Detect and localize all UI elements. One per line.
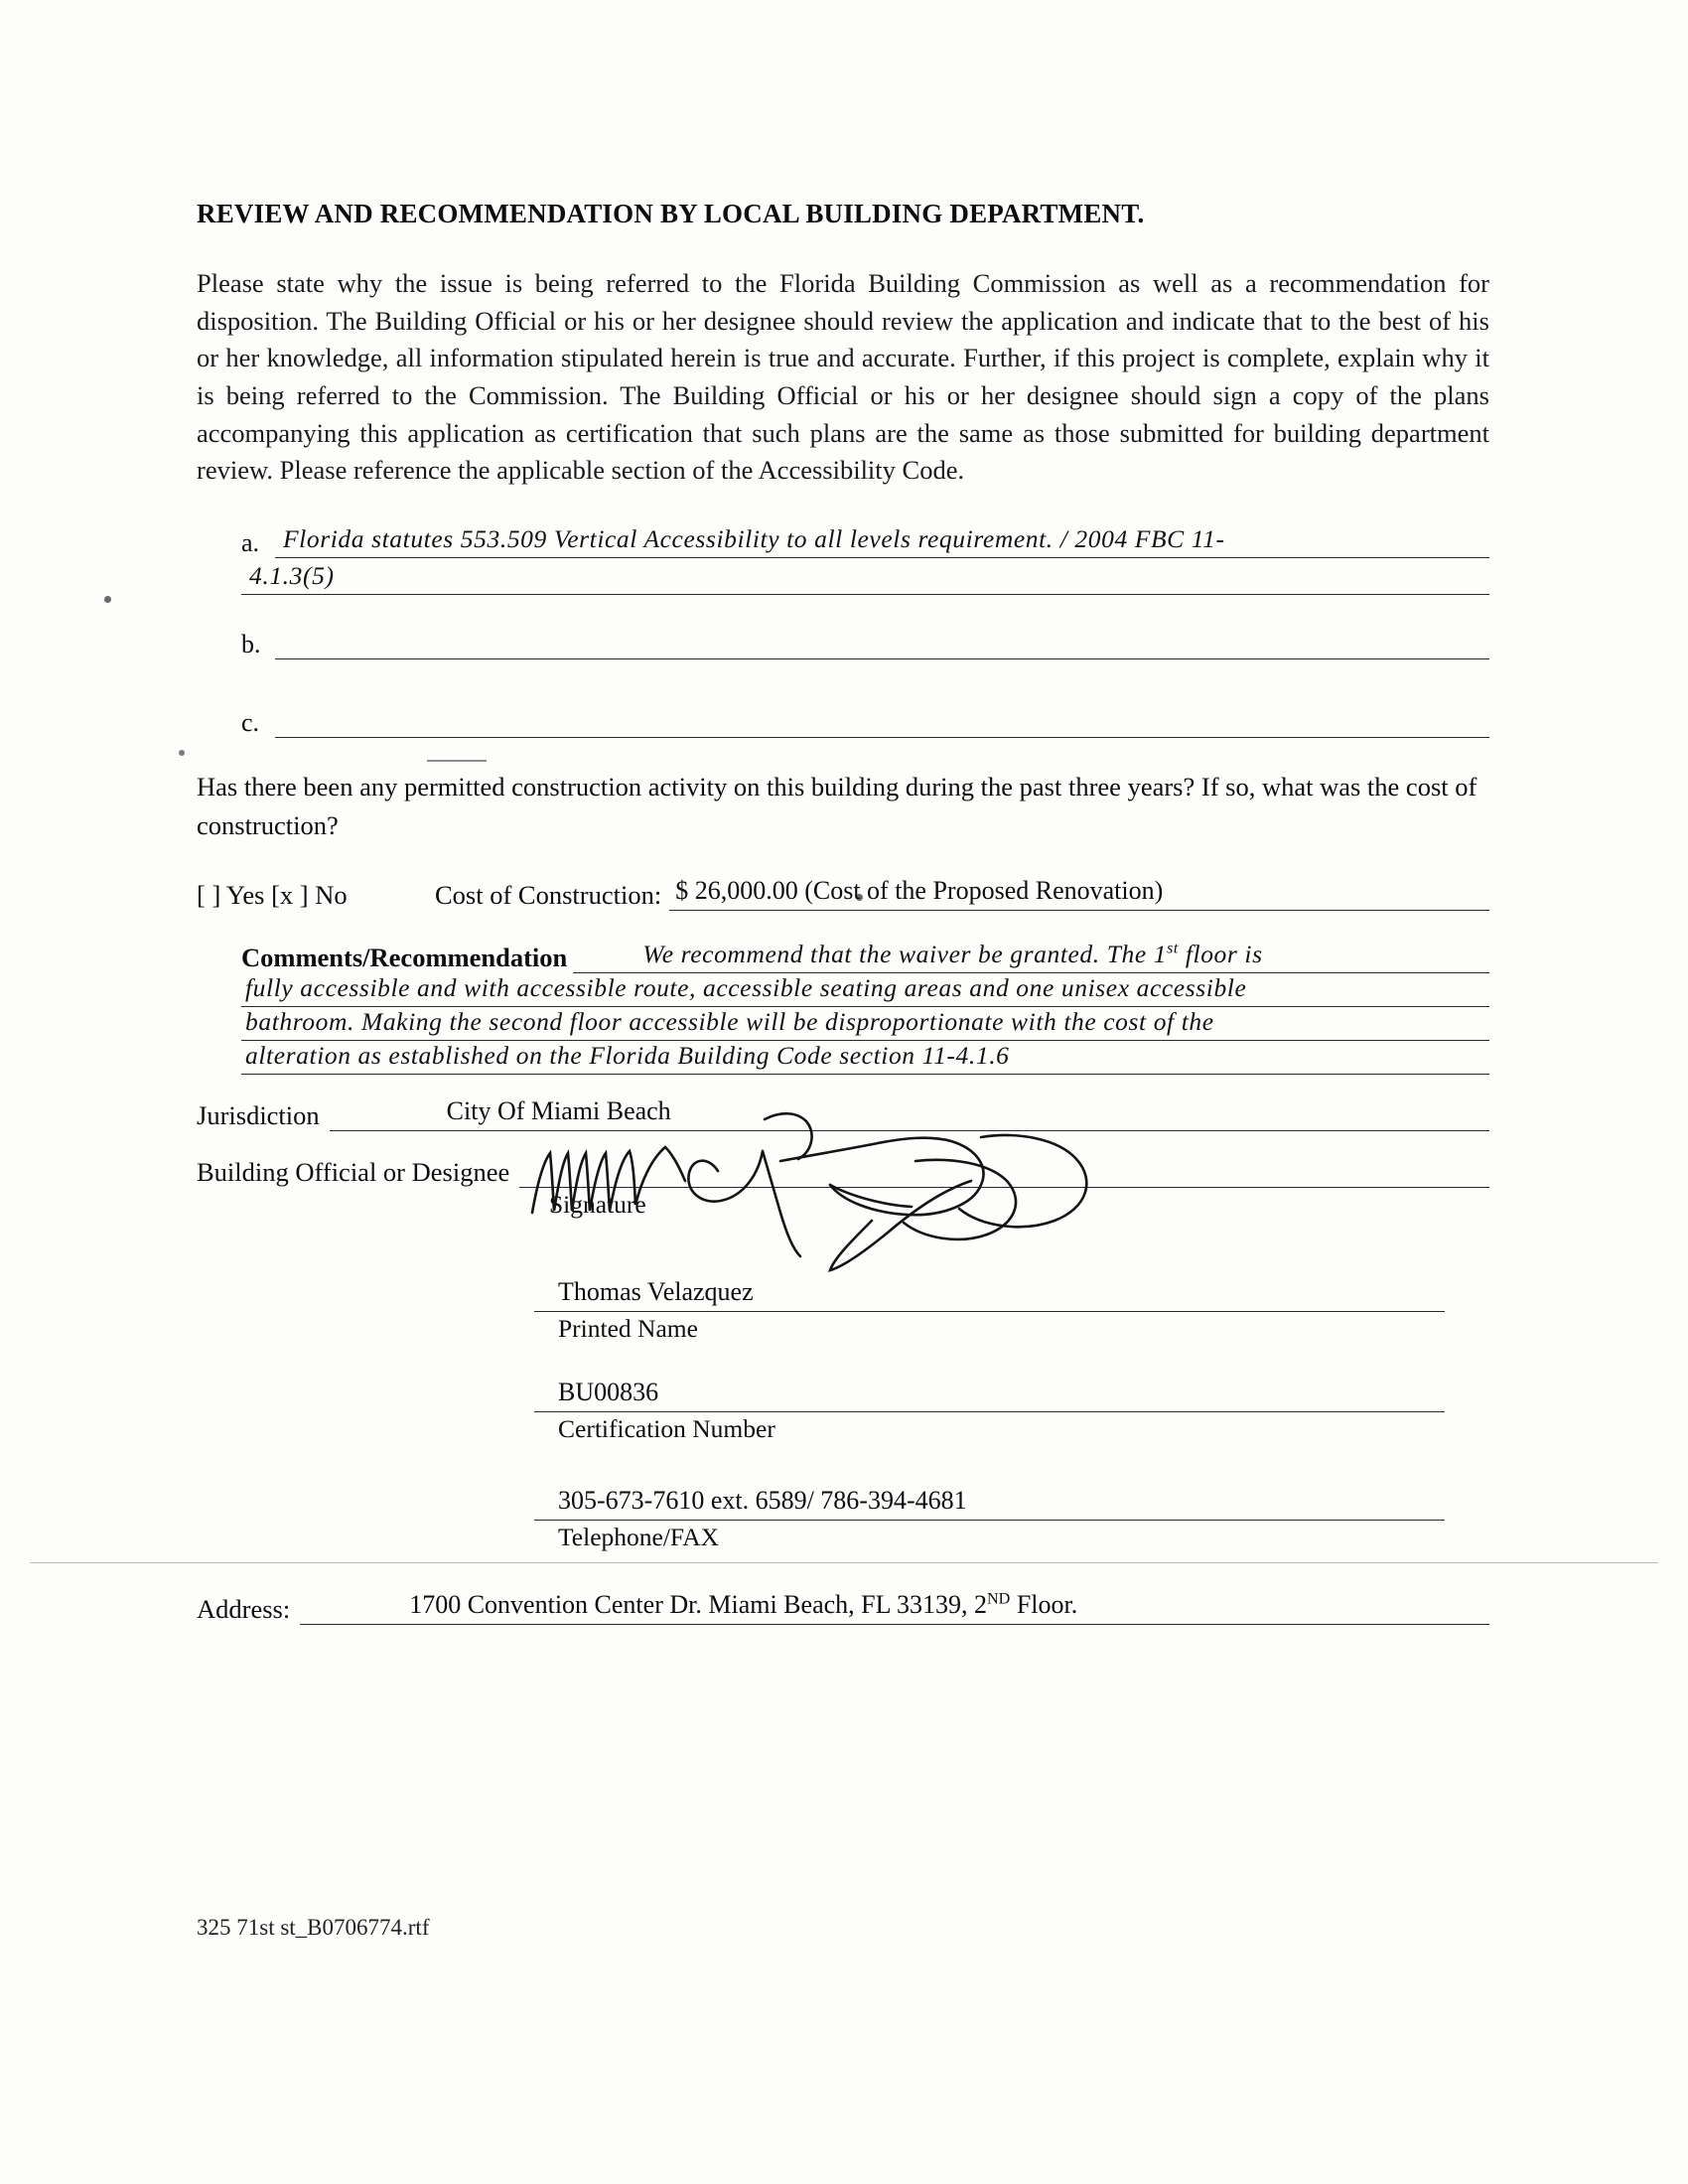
reason-item-b xyxy=(241,629,1489,659)
comments-label: Comments/Recommendation xyxy=(241,943,568,973)
construction-question: Has there been any permitted construction activity on this building during the past three years? If so, what was the cost of construction? xyxy=(197,772,1477,840)
signature-caption: Signature xyxy=(549,1190,646,1220)
telephone-field[interactable] xyxy=(534,1486,1445,1521)
printed-name-value: Thomas Velazquez xyxy=(558,1277,754,1307)
certification-caption: Certification Number xyxy=(558,1414,775,1444)
yes-no-row xyxy=(197,878,1489,911)
comments-line-2[interactable] xyxy=(241,973,1489,1007)
comments-line-3[interactable] xyxy=(241,1007,1489,1041)
page-title: REVIEW AND RECOMMENDATION BY LOCAL BUILDING DEPARTMENT. xyxy=(197,199,1145,228)
reason-line-a2[interactable] xyxy=(241,560,1489,595)
reason-line-c[interactable] xyxy=(275,707,1489,738)
address-value: 1700 Convention Center Dr. Miami Beach, FL 33139, 2ND Floor. xyxy=(409,1590,1078,1620)
scan-artifact-dot xyxy=(179,750,185,756)
comments-text-4: alteration as established on the Florida Building Code section 11-4.1.6 xyxy=(245,1041,1010,1071)
jurisdiction-field[interactable] xyxy=(330,1096,1489,1131)
signature-area xyxy=(197,1153,1489,1220)
reason-letter-a: a. xyxy=(241,527,260,557)
signature-field[interactable] xyxy=(519,1153,1489,1188)
comments-text-3: bathroom. Making the second floor accessible will be disproportionate with the cost of the xyxy=(245,1007,1214,1037)
reason-item-c xyxy=(241,707,1489,738)
cost-of-construction-field[interactable] xyxy=(669,878,1489,911)
reason-item-a xyxy=(241,523,1489,558)
telephone-block xyxy=(534,1486,1445,1552)
cost-of-construction-label: Cost of Construction: xyxy=(435,880,662,911)
comments-line-4[interactable] xyxy=(241,1041,1489,1075)
comments-text-1: We recommend that the waiver be granted. The 1st floor is xyxy=(642,940,1263,969)
jurisdiction-row xyxy=(197,1096,1489,1131)
cost-of-construction-value: $ 26,000.00 (Cost of the Proposed Renovation) xyxy=(675,876,1164,906)
comments-section xyxy=(241,941,1489,1075)
reason-letter-c: c. xyxy=(241,708,260,738)
reason-letter-b: b. xyxy=(241,629,261,658)
address-row xyxy=(197,1590,1489,1625)
reason-text-a1: Florida statutes 553.509 Vertical Accessibility to all levels requirement. / 2004 FBC 11- xyxy=(283,523,1225,553)
building-official-label: Building Official or Designee xyxy=(197,1157,510,1188)
jurisdiction-label: Jurisdiction xyxy=(197,1100,320,1131)
address-label: Address: xyxy=(197,1594,291,1625)
reason-text-a2: 4.1.3(5) xyxy=(249,560,335,590)
file-name-footer: 325 71st st_B0706774.rtf xyxy=(197,1915,430,1940)
reason-line-b[interactable] xyxy=(275,629,1489,659)
printed-name-caption: Printed Name xyxy=(558,1314,698,1344)
comments-line-1[interactable] xyxy=(573,941,1489,973)
certification-field[interactable] xyxy=(534,1378,1445,1412)
printed-name-field[interactable] xyxy=(534,1277,1445,1312)
certification-block xyxy=(534,1378,1445,1444)
telephone-caption: Telephone/FAX xyxy=(558,1523,720,1552)
printed-name-block xyxy=(534,1277,1445,1344)
certification-value: BU00836 xyxy=(558,1378,659,1407)
scan-artifact-dot xyxy=(104,596,111,603)
document-content xyxy=(197,199,1489,1625)
telephone-value: 305-673-7610 ext. 6589/ 786-394-4681 xyxy=(558,1486,967,1516)
intro-paragraph: Please state why the issue is being referred to the Florida Building Commission as well as a recommendation for disposition. The Building Official or his or her designee should review the application and indicate that to the best of his or her knowledge, all information stipulated herein is true and accurate. Further, if this project is complete, explain why it is being referred to the Commission. The Building Official or his or her designee should sign a copy of the plans accompanying this application as certification that such plans are the same as those submitted for building department review. Please reference the applicable section of the Accessibility Code. xyxy=(197,268,1489,486)
address-field[interactable] xyxy=(300,1590,1489,1625)
reason-line-a1[interactable] xyxy=(275,523,1489,558)
yes-no-checkboxes[interactable]: [ ] Yes [x ] No xyxy=(197,880,348,911)
comments-text-2: fully accessible and with accessible route, accessible seating areas and one unisex accessible xyxy=(245,973,1247,1003)
jurisdiction-value: City Of Miami Beach xyxy=(446,1096,671,1126)
building-official-row xyxy=(197,1153,1489,1188)
